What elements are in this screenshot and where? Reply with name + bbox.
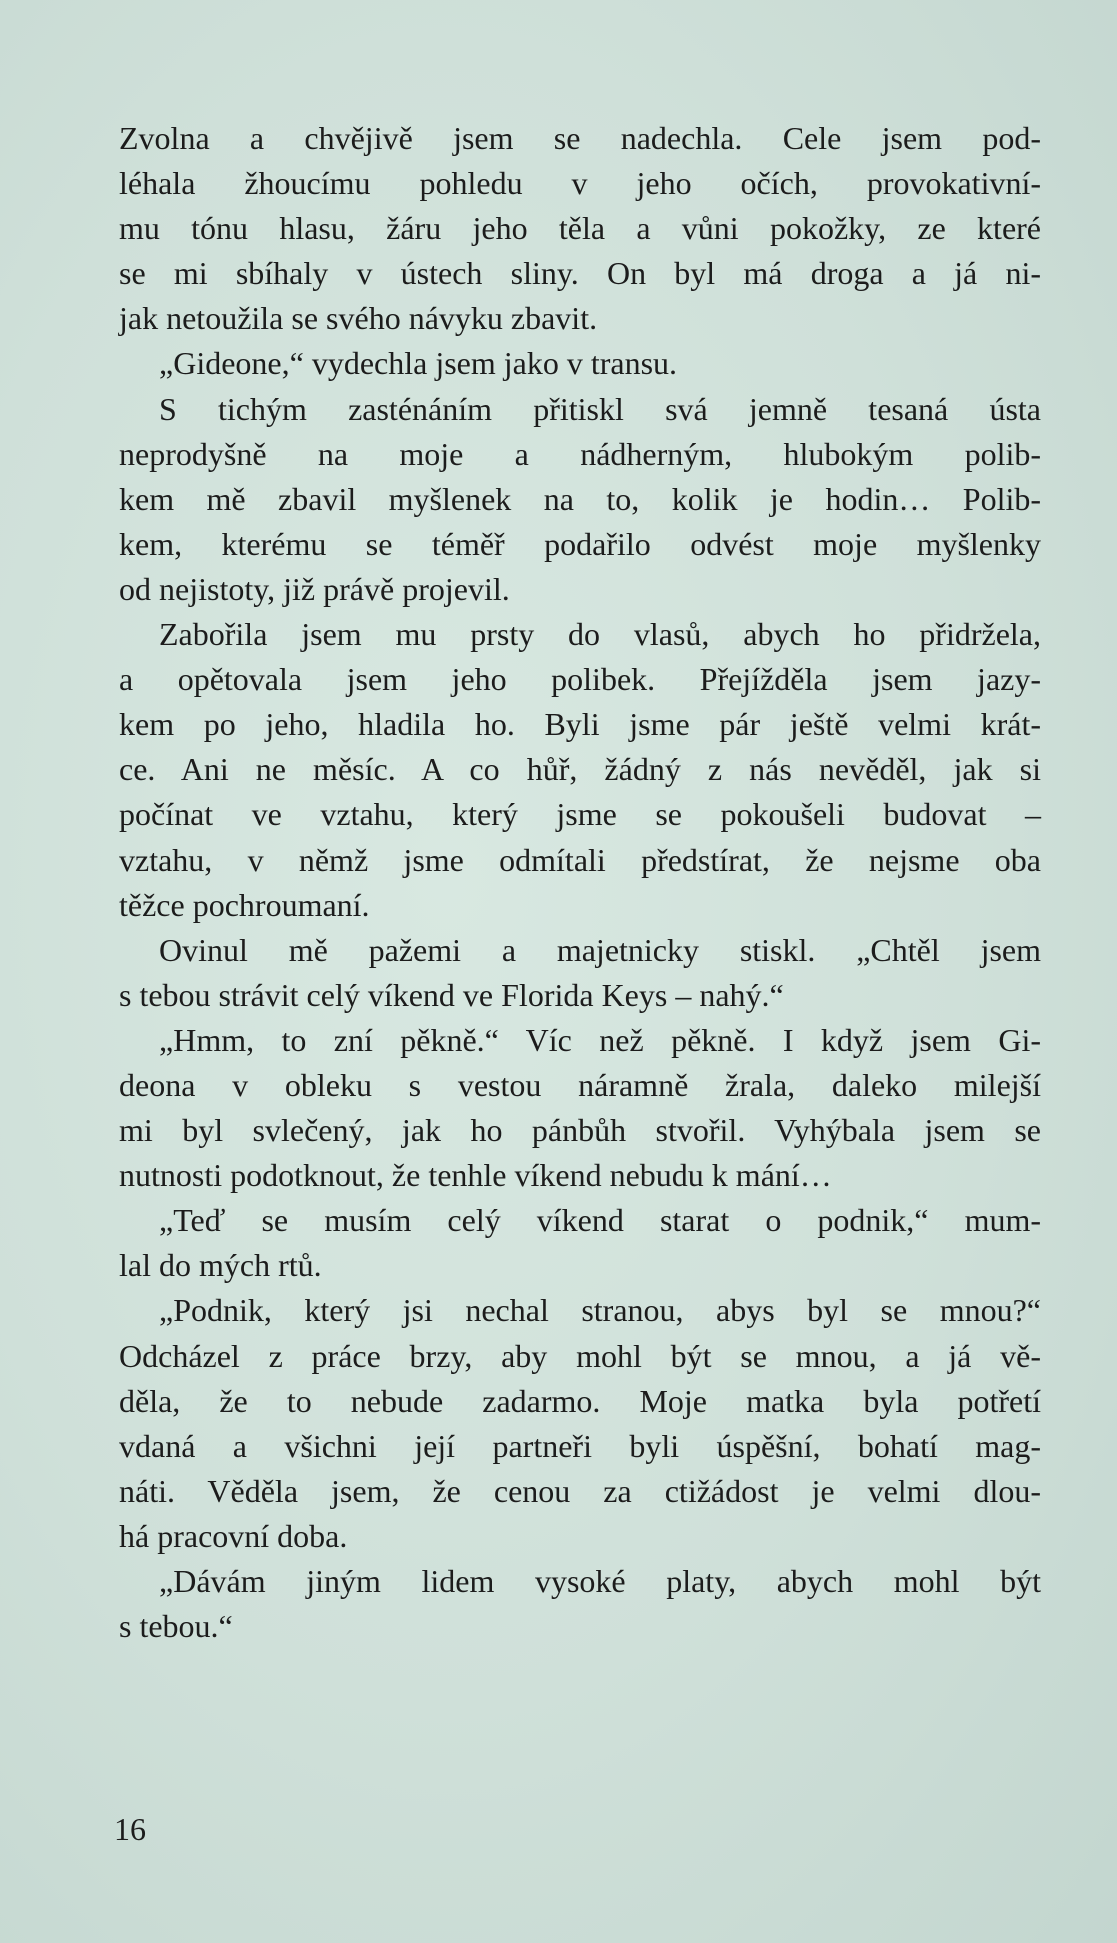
text-line: kem po jeho, hladila ho. Byli jsme pár ještě velmi krát- [119, 706, 1041, 743]
text-line: „Hmm, to zní pěkně.“ Víc než pěkně. I když jsem Gi- [159, 1021, 1041, 1058]
text-line: mi byl svlečený, jak ho pánbůh stvořil. Vyhýbala jsem se [119, 1112, 1041, 1149]
text-line: Ovinul mě pažemi a majetnicky stiskl. „Chtěl jsem [159, 931, 1041, 968]
text-line: náti. Věděla jsem, že cenou za ctižádost je velmi dlou- [119, 1472, 1041, 1509]
text-line: s tebou strávit celý víkend ve Florida Keys – nahý.“ [119, 976, 784, 1013]
paragraph [119, 1288, 1041, 1559]
text-line: jak netoužila se svého návyku zbavit. [119, 300, 598, 337]
paragraph [119, 1198, 1041, 1288]
paragraph [119, 387, 1041, 612]
text-line: těžce pochroumaní. [119, 886, 370, 923]
text-line: há pracovní doba. [119, 1517, 348, 1554]
text-line: Zvolna a chvějivě jsem se nadechla. Cele jsem pod- [119, 120, 1041, 156]
text-line: ce. Ani ne měsíc. A co hůř, žádný z nás nevěděl, jak si [119, 751, 1041, 788]
paragraph [119, 612, 1041, 928]
text-line: vdaná a všichni její partneři byli úspěšní, bohatí mag- [119, 1427, 1041, 1464]
text-line: „Dávám jiným lidem vysoké platy, abych mohl být [159, 1563, 1041, 1599]
text-line: od nejistoty, již právě projevil. [119, 570, 510, 607]
text-line: kem, kterému se téměř podařilo odvést moje myšlenky [119, 525, 1041, 562]
paragraph [119, 1559, 1041, 1649]
page-number: 16 [114, 1811, 146, 1847]
text-line: „Teď se musím celý víkend starat o podnik,“ mum- [159, 1202, 1041, 1239]
text-line: lal do mých rtů. [119, 1247, 322, 1284]
text-line: „Podnik, který jsi nechal stranou, abys byl se mnou?“ [159, 1292, 1041, 1329]
text-line: Zabořila jsem mu prsty do vlasů, abych ho přidržela, [159, 616, 1041, 653]
text-line: s tebou.“ [119, 1608, 233, 1645]
text-line: nutnosti podotknout, že tenhle víkend nebudu k mání… [119, 1157, 832, 1194]
paragraph [119, 928, 1041, 1018]
paragraph [119, 116, 1041, 341]
text-line: Odcházel z práce brzy, aby mohl být se mnou, a já vě- [119, 1337, 1041, 1374]
text-line: „Gideone,“ vydechla jsem jako v transu. [159, 345, 678, 382]
text-line: se mi sbíhaly v ústech sliny. On byl má droga a já ni- [119, 255, 1041, 292]
text-line: počínat ve vztahu, který jsme se pokoušeli budovat – [119, 796, 1041, 833]
text-line: děla, že to nebude zadarmo. Moje matka byla potřetí [119, 1382, 1041, 1419]
text-line: S tichým zasténáním přitiskl svá jemně tesaná ústa [159, 390, 1041, 427]
text-line: kem mě zbavil myšlenek na to, kolik je hodin… Polib- [119, 480, 1041, 517]
body-text [119, 116, 1041, 1649]
text-line: deona v obleku s vestou náramně žrala, daleko milejší [119, 1066, 1041, 1103]
text-line: mu tónu hlasu, žáru jeho těla a vůni pokožky, ze které [119, 210, 1041, 247]
text-line: neprodyšně na moje a nádherným, hlubokým polib- [119, 435, 1041, 472]
paragraph [119, 1018, 1041, 1198]
text-line: vztahu, v němž jsme odmítali předstírat, že nejsme oba [119, 841, 1041, 878]
text-line: a opětovala jsem jeho polibek. Přejížděla jsem jazy- [119, 661, 1041, 698]
paragraph [119, 341, 1041, 386]
text-line: léhala žhoucímu pohledu v jeho očích, provokativní- [119, 165, 1041, 202]
